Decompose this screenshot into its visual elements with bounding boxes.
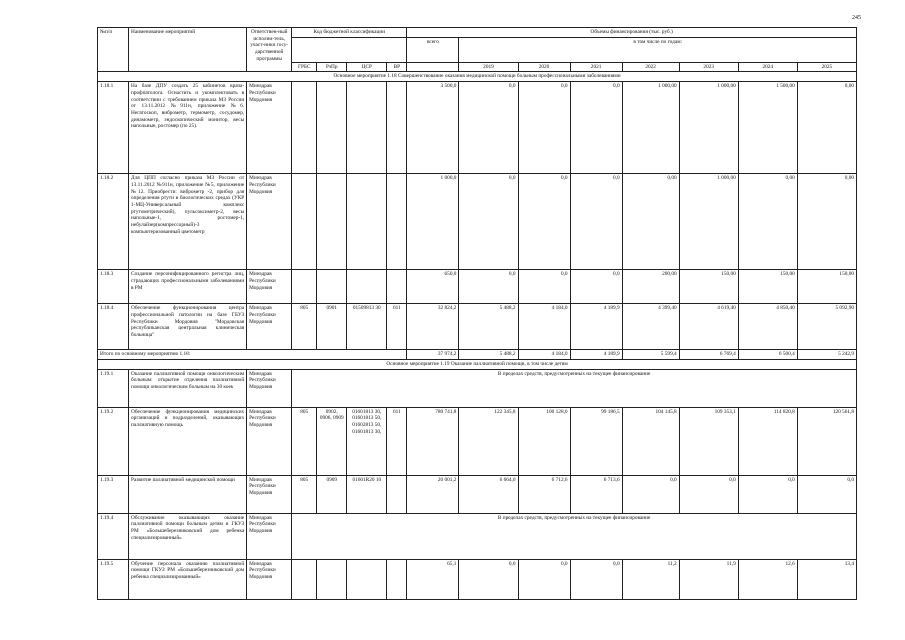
row-name: Создание персонифицированного регистра лиц, страдающих профессиональными заболеваниями в РМ bbox=[129, 270, 247, 304]
row-2020: 4 184,0 bbox=[518, 304, 570, 350]
row-name: Оказание паллиативной помощи онкологическим больным: открытие отделения паллиативной помощи онкологическим больным на 30 коек bbox=[129, 369, 247, 407]
row-2025: 0,00 bbox=[797, 82, 856, 174]
row-2019: 0,0 bbox=[459, 270, 518, 304]
header-year-2020: 2020 bbox=[518, 62, 570, 72]
row-2025: 150,00 bbox=[797, 270, 856, 304]
row-grbs bbox=[292, 559, 317, 599]
row-rzpr: 0901 bbox=[317, 304, 347, 350]
header-year-2022: 2022 bbox=[622, 62, 679, 72]
row-vr bbox=[387, 270, 407, 304]
row-2025: 5 092,90 bbox=[797, 304, 856, 350]
total-2021: 4 189,9 bbox=[570, 350, 622, 360]
financing-table bbox=[97, 27, 857, 600]
row-2024: 114 820,8 bbox=[738, 407, 797, 475]
row-total: 20 001,2 bbox=[407, 475, 459, 513]
row-name: Обучение персонала оказанию паллиативной помощи ГКУЗ РМ «Большеберезниковский дом ребенка специализированный» bbox=[129, 559, 247, 599]
header-budget-spacer bbox=[292, 37, 407, 62]
row-2023: 150,00 bbox=[679, 270, 738, 304]
row-num: 1.19.3 bbox=[98, 475, 129, 513]
total-2025: 5 242,9 bbox=[797, 350, 856, 360]
total-sum: 37 974,2 bbox=[407, 350, 459, 360]
row-2020: 100 128,0 bbox=[518, 407, 570, 475]
row-2019: 5 488,2 bbox=[459, 304, 518, 350]
row-csr bbox=[347, 270, 387, 304]
row-csr: 01509813 30 bbox=[347, 304, 387, 350]
row-total: 65,1 bbox=[407, 559, 459, 599]
row-2024: 0,00 bbox=[738, 174, 797, 270]
table-row bbox=[98, 559, 857, 599]
row-name: Для ЦПП согласно приказа МЗ России от 13.11.2012 №911н, приложение №5, приложение №12. Приобрести: виброметр -2, прибор для определения ртути в биологических средах (УКР 1-МЦ-Универсальный комплекс ртутометрический), пульсоксиметр-2, весы напольные-1, ростомер-1, небулайзер(компрессорный)-3 компьютеризованный цветометр bbox=[129, 174, 247, 270]
header-year-2021: 2021 bbox=[570, 62, 622, 72]
row-executor: Минздрав Республики Мордовия bbox=[247, 559, 292, 599]
row-grbs: 805 bbox=[292, 304, 317, 350]
row-note: В пределах средств, предусмотренных на текущее финансирование bbox=[292, 513, 857, 559]
table-row bbox=[98, 513, 857, 559]
row-total: 1 000,0 bbox=[407, 174, 459, 270]
row-2019: 0,0 bbox=[459, 82, 518, 174]
row-2024: 12,6 bbox=[738, 559, 797, 599]
row-2021: 0,0 bbox=[570, 174, 622, 270]
row-2023: 0,0 bbox=[679, 475, 738, 513]
row-2023: 109 353,1 bbox=[679, 407, 738, 475]
row-vr bbox=[387, 82, 407, 174]
row-note: В пределах средств, предусмотренных на текущее финансирование bbox=[292, 369, 857, 407]
row-2023: 1 000,00 bbox=[679, 82, 738, 174]
row-2022: 4 399,40 bbox=[622, 304, 679, 350]
row-2020: 0,0 bbox=[518, 82, 570, 174]
row-total: 780 741,8 bbox=[407, 407, 459, 475]
row-rzpr: 0909 bbox=[317, 475, 347, 513]
row-2020: 6 712,6 bbox=[518, 475, 570, 513]
row-2025: 13,4 bbox=[797, 559, 856, 599]
row-2021: 99 186,5 bbox=[570, 407, 622, 475]
row-grbs: 805 bbox=[292, 475, 317, 513]
row-grbs: 805 bbox=[292, 407, 317, 475]
row-name: Обеспечение функционирования медицинских организаций и подразделений, оказывающих паллиативную помощь bbox=[129, 407, 247, 475]
row-executor: Минздрав Республики Мордовия bbox=[247, 304, 292, 350]
row-csr: 01601R20 10 bbox=[347, 475, 387, 513]
row-name: На базе ДПУ создать 25 кабинетов врача-профпатолога. Оснастить и укомплектовать в соответствии с требованием приказа МЗ России от 13.11.2012 №911н, приложение №6. Негатоскоп, виброметр, термометр, сосудомер, динамометр, эндоскопический монитор, весы напольные, ростомер (по 25). bbox=[129, 82, 247, 174]
section-1-19 bbox=[98, 359, 857, 369]
header-code-rzpr: РзПр bbox=[317, 62, 347, 72]
total-2022: 5 599,4 bbox=[622, 350, 679, 360]
row-executor: Минздрав Республики Мордовия bbox=[247, 369, 292, 407]
header-executor: Ответствен-ный исполни-тель, участ-ники госу-дарственной программы bbox=[247, 28, 292, 72]
total-2019: 5 488,2 bbox=[459, 350, 518, 360]
row-vr bbox=[387, 475, 407, 513]
header-budget-class: Код бюджетной классификации bbox=[292, 28, 407, 38]
row-2019: 122 345,8 bbox=[459, 407, 518, 475]
row-csr: 01601813 30, 01601813 50, 01602813 50, 01601813 30, bbox=[347, 407, 387, 475]
row-name: Развитие паллиативной медицинской помощи bbox=[129, 475, 247, 513]
row-name: Обеспечение функционирования центра профессиональной патологии на базе ГБУЗ Республики Мордовия "Мордовская республиканская центральная клиническая больница" bbox=[129, 304, 247, 350]
row-2025: 120 561,8 bbox=[797, 407, 856, 475]
row-2020: 0,0 bbox=[518, 270, 570, 304]
row-executor: Минздрав Республики Мордовия bbox=[247, 513, 292, 559]
table-row bbox=[98, 304, 857, 350]
row-name: Обслуживание оказывающих оказание паллиативной помощи больным детям в ГКУЗ РМ «Большеберезниковский дом ребенка специализированный» bbox=[129, 513, 247, 559]
row-executor: Минздрав Республики Мордовия bbox=[247, 475, 292, 513]
row-rzpr: 0902, 0906, 0909 bbox=[317, 407, 347, 475]
header-incl-years: в том числе по годам: bbox=[459, 37, 857, 62]
row-csr bbox=[347, 559, 387, 599]
header-num: №п/п bbox=[98, 28, 129, 72]
header-total: всего bbox=[407, 37, 459, 62]
row-total: 650,0 bbox=[407, 270, 459, 304]
row-executor: Минздрав Республики Мордовия bbox=[247, 174, 292, 270]
row-vr: 611 bbox=[387, 304, 407, 350]
section-title: Основное мероприятие 1.19 Оказание паллиативной помощи, в том числе детям bbox=[98, 359, 857, 369]
header-year-2023: 2023 bbox=[679, 62, 738, 72]
row-num: 1.18.4 bbox=[98, 304, 129, 350]
row-executor: Минздрав Республики Мордовия bbox=[247, 82, 292, 174]
row-num: 1.18.1 bbox=[98, 82, 129, 174]
table-row bbox=[98, 270, 857, 304]
row-vr bbox=[387, 174, 407, 270]
row-2021: 0,0 bbox=[570, 270, 622, 304]
row-2021: 4 189,9 bbox=[570, 304, 622, 350]
row-grbs bbox=[292, 270, 317, 304]
total-2020: 4 184,0 bbox=[518, 350, 570, 360]
header-name: Наименование мероприятий bbox=[129, 28, 247, 72]
row-2025: 0,00 bbox=[797, 174, 856, 270]
row-num: 1.19.1 bbox=[98, 369, 129, 407]
row-rzpr bbox=[317, 559, 347, 599]
table-row bbox=[98, 82, 857, 174]
row-2024: 150,00 bbox=[738, 270, 797, 304]
header-year-2024: 2024 bbox=[738, 62, 797, 72]
row-2022: 200,00 bbox=[622, 270, 679, 304]
row-2019: 6 664,0 bbox=[459, 475, 518, 513]
header-code-csr: ЦСР bbox=[347, 62, 387, 72]
total-2024: 6 500,4 bbox=[738, 350, 797, 360]
row-2023: 1 000,00 bbox=[679, 174, 738, 270]
row-rzpr bbox=[317, 174, 347, 270]
row-2025: 0,0 bbox=[797, 475, 856, 513]
total-label: Итого по основному мероприятию 1.18: bbox=[98, 350, 407, 360]
row-num: 1.18.3 bbox=[98, 270, 129, 304]
row-2024: 4 850,40 bbox=[738, 304, 797, 350]
row-grbs bbox=[292, 82, 317, 174]
row-2024: 1 500,00 bbox=[738, 82, 797, 174]
row-2022: 0,00 bbox=[622, 174, 679, 270]
row-executor: Минздрав Республики Мордовия bbox=[247, 270, 292, 304]
header-finance: Объемы финансирования (тыс. руб.) bbox=[407, 28, 857, 38]
row-vr bbox=[387, 559, 407, 599]
row-num: 1.18.2 bbox=[98, 174, 129, 270]
row-2023: 11,9 bbox=[679, 559, 738, 599]
row-2021: 6 713,6 bbox=[570, 475, 622, 513]
row-2021: 0,0 bbox=[570, 559, 622, 599]
header-code-grbs: ГРБС bbox=[292, 62, 317, 72]
row-2020: 0,0 bbox=[518, 174, 570, 270]
page-number: 245 bbox=[852, 15, 861, 21]
row-num: 1.19.4 bbox=[98, 513, 129, 559]
table-row bbox=[98, 407, 857, 475]
header-year-2019: 2019 bbox=[459, 62, 518, 72]
row-num: 1.19.5 bbox=[98, 559, 129, 599]
section-1-18 bbox=[98, 72, 857, 82]
table-row bbox=[98, 174, 857, 270]
row-2022: 0,0 bbox=[622, 475, 679, 513]
row-2024: 0,0 bbox=[738, 475, 797, 513]
row-2019: 0,0 bbox=[459, 559, 518, 599]
row-2023: 4 619,40 bbox=[679, 304, 738, 350]
row-rzpr bbox=[317, 82, 347, 174]
row-2022: 104 145,8 bbox=[622, 407, 679, 475]
table-row bbox=[98, 369, 857, 407]
total-row bbox=[98, 350, 857, 360]
header-code-vr: ВР bbox=[387, 62, 407, 72]
row-total: 32 824,2 bbox=[407, 304, 459, 350]
row-rzpr bbox=[317, 270, 347, 304]
row-num: 1.19.2 bbox=[98, 407, 129, 475]
row-vr: 611 bbox=[387, 407, 407, 475]
row-total: 3 500,0 bbox=[407, 82, 459, 174]
table-row bbox=[98, 475, 857, 513]
row-grbs bbox=[292, 174, 317, 270]
row-executor: Минздрав Республики Мордовия bbox=[247, 407, 292, 475]
row-2022: 1 000,00 bbox=[622, 82, 679, 174]
header-row-1 bbox=[98, 28, 857, 38]
total-2023: 6 769,4 bbox=[679, 350, 738, 360]
header-year-2025: 2025 bbox=[797, 62, 856, 72]
row-2020: 0,0 bbox=[518, 559, 570, 599]
row-2021: 0,0 bbox=[570, 82, 622, 174]
row-2019: 0,0 bbox=[459, 174, 518, 270]
row-csr bbox=[347, 174, 387, 270]
header-total-spacer bbox=[407, 62, 459, 72]
row-csr bbox=[347, 82, 387, 174]
section-title: Основное мероприятие 1.18 Совершенствование оказания медицинской помощи больным профессиональными заболеваниями bbox=[98, 72, 857, 82]
row-2022: 11,2 bbox=[622, 559, 679, 599]
